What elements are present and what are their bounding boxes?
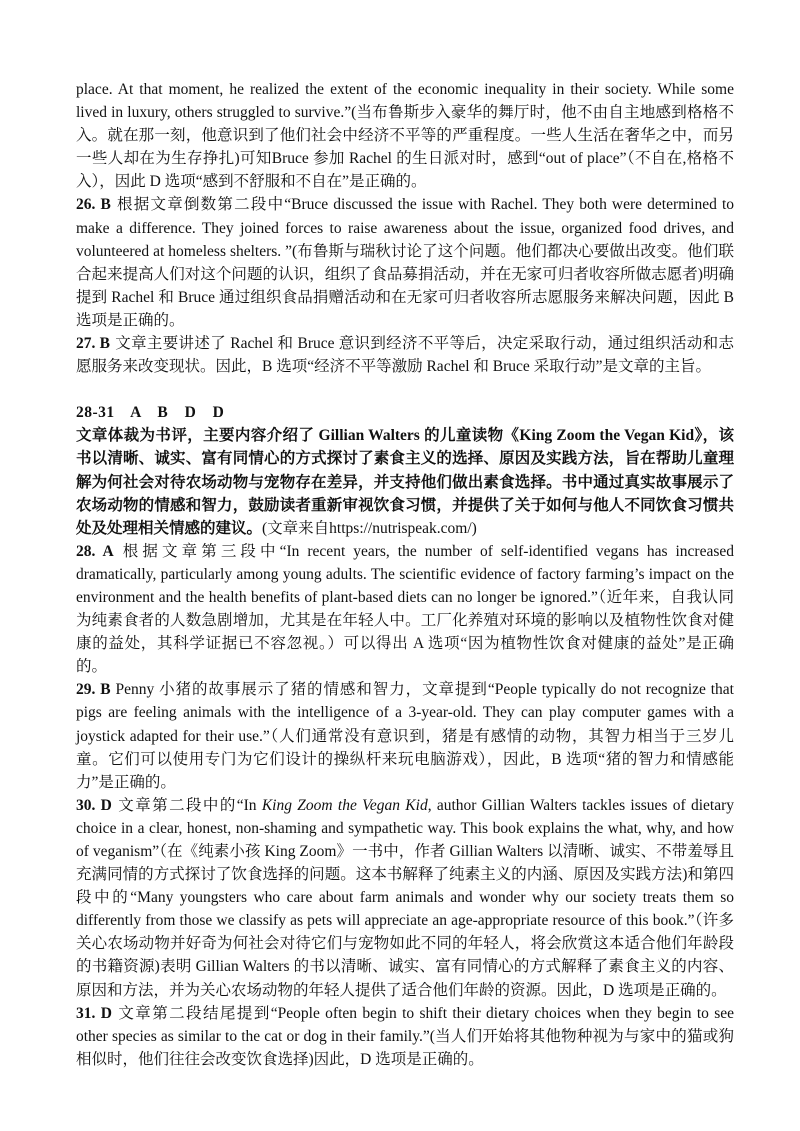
q30-book-title: King Zoom the Vegan Kid — [261, 796, 428, 814]
passage-summary-text: 文章体裁为书评，主要内容介绍了 Gillian Walters 的儿童读物《King Zoom the Vegan Kid》，该书以清晰、诚实、富有同情心的方式探讨了素食主义的选择、原因及实践方法，旨在帮助儿童理解为何社会对待农场动物与宠物存在差异，并支持他们做出素食选择。书中通过真实故事展示了农场动物的情感和智力，鼓励读者重新审视饮食习惯，并提供了关于如何与他人不同饮食习惯共处及处理相关情感的建议。 — [76, 427, 734, 537]
passage-answers: 28-31 A B D D — [76, 404, 225, 422]
q25-continuation-text: place. At that moment, he realized the extent of the economic inequality in their society. While some lived in luxury, others struggled to survive.”(当布鲁斯步入豪华的舞厅时，他不由自主地感到格格不入。就在那一刻，他意识到了他们社会中经济不平等的严重程度。一些人生活在奢华之中，而另一些人却在为生存挣扎)可知Bruce 参加 Rachel 的生日派对时，感到“out of place”（不自在,格格不入），因此 D 选项“感到不舒服和不自在”是正确的。 — [76, 81, 734, 191]
q30-explanation — [76, 794, 734, 1002]
q27-answer: 27. B — [76, 335, 110, 353]
q26-text: 根据文章倒数第二段中“Bruce discussed the issue with Rachel. They both were determined to make a difference. They joined forces to raise awareness about the issue, organized food drives, and volunteered at homeless shelters. ”(布鲁斯与瑞秋讨论了这个问题。他们都决心要做出改变。他们联合起来提高人们对这个问题的认识，组织了食品募捐活动，并在无家可归者收容所做志愿者)明确提到 Rachel 和 Bruce 通过组织食品捐赠活动和在无家可归者收容所志愿服务来解决问题，因此 B 选项是正确的。 — [76, 196, 735, 329]
q29-explanation — [76, 678, 734, 793]
q28-explanation — [76, 540, 734, 679]
q31-text: 文章第二段结尾提到“People often begin to shift their dietary choices when they begin to see other species as similar to the cat or dog in their family.”(当人们开始将其他物种视为与家中的猫或狗相似时，他们往往会改变饮食选择)因此，D 选项是正确的。 — [76, 1004, 734, 1068]
q29-answer: 29. B — [76, 681, 111, 699]
passage-source: (文章来自https://nutrispeak.com/) — [262, 519, 477, 537]
q30-answer: 30. D — [76, 796, 112, 814]
q27-explanation — [76, 332, 734, 378]
q30-text-b: , author Gillian Walters tackles issues of dietary choice in a clear, honest, non-shaming and sympathetic way. This book explains the what, why, and how of veganism”（在《纯素小孩 King Zoom》一书中，作者 Gillian Walters 以清晰、诚实、不带羞辱且充满同情的方式探讨了饮食选择的问题。这本书解释了纯素主义的内涵、原因及实践方法)和第四段中的“Many youngsters who care about farm animals and wonder why our society treats them so differently from those we classify as pets will appreciate an age-appropriate resource of this book.”（许多关心农场动物并好奇为何社会对待它们与宠物如此不同的年轻人，将会欣赏这本适合他们年龄段的书籍资源)表明 Gillian Walters 的书以清晰、诚实、富有同情心的方式解释了素食主义的内容、原因和方法，并为关心农场动物的年轻人提供了适合他们年龄的资源。因此，D 选项是正确的。 — [76, 796, 734, 999]
q25-continuation — [76, 78, 734, 193]
passage-summary — [76, 424, 734, 539]
q31-explanation — [76, 1002, 734, 1071]
q28-text: 根据文章第三段中“In recent years, the number of self-identified vegans has increased dramatically, particularly among young adults. The scientific evidence of factory farming’s impact on the environment and the health benefits of plant-based diets can no longer be ignored.”（近年来，自我认同为纯素食者的人数急剧增加，尤其是在年轻人中。工厂化养殖对环境的影响以及植物性饮食对健康的益处，其科学证据已不容忽视。）可以得出 A 选项“因为植物性饮食对健康的益处”是正确的。 — [76, 542, 734, 676]
q26-explanation — [76, 193, 734, 332]
q29-text: Penny 小猪的故事展示了猪的情感和智力，文章提到“People typically do not recognize that pigs are feeling animals with the intelligence of a 3-year-old. They can play computer games with a joystick adapted for their use.”（人们通常没有意识到，猪是有感情的动物，其智力相当于三岁儿童。它们可以使用专门为它们设计的操纵杆来玩电脑游戏），因此，B 选项“猪的智力和情感能力”是正确的。 — [76, 681, 734, 791]
q31-answer: 31. D — [76, 1004, 112, 1022]
q27-text: 文章主要讲述了 Rachel 和 Bruce 意识到经济不平等后，决定采取行动，通过组织活动和志愿服务来改变现状。因此，B 选项“经济不平等激励 Rachel 和 Bruce 采取行动”是文章的主旨。 — [76, 335, 735, 376]
q30-text-a: 文章第二段中的“In — [116, 796, 262, 814]
q26-answer: 26. B — [76, 196, 111, 214]
section-spacer — [76, 378, 734, 401]
q28-answer: 28. A — [76, 542, 114, 560]
